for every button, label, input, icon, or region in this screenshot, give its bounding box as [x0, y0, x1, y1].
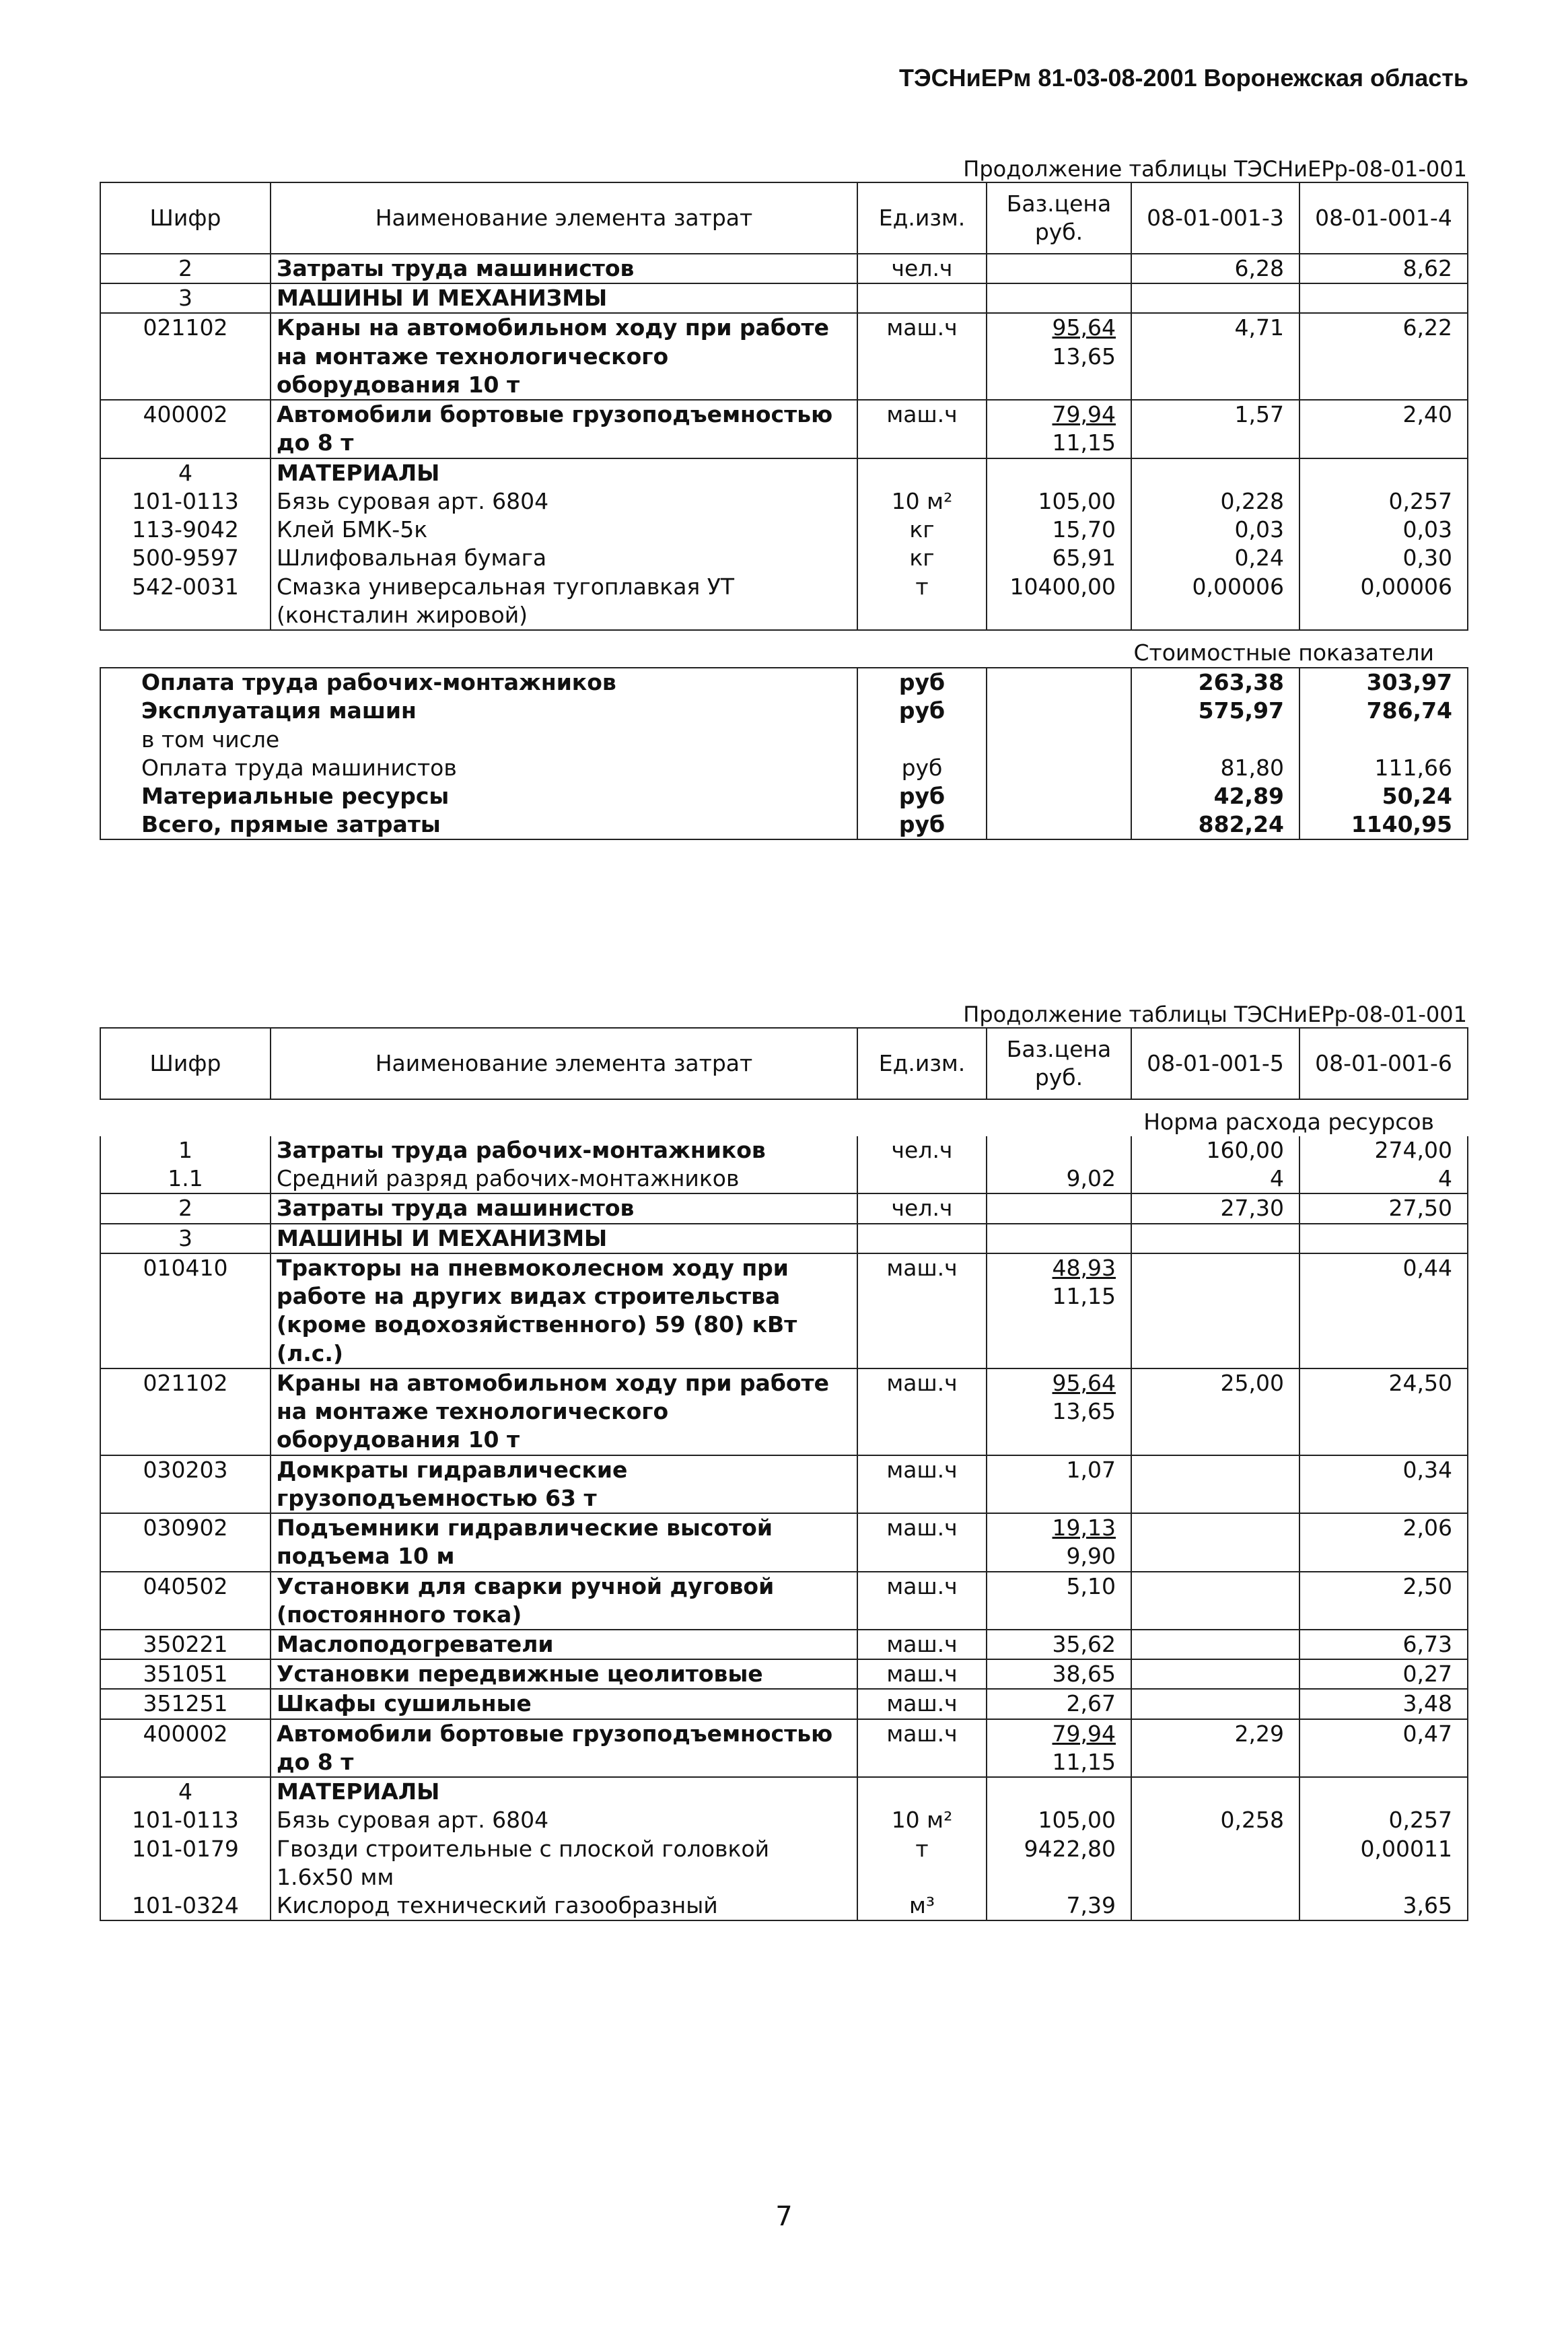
cost-empty — [987, 810, 1131, 839]
row-value-b: 2,50 — [1299, 1572, 1468, 1630]
row-value-b — [1299, 458, 1468, 487]
column-header-a: 08-01-001-3 — [1131, 182, 1299, 254]
row-code: 400002 — [100, 1719, 271, 1777]
row-unit — [857, 1777, 987, 1806]
row-base-price — [987, 1572, 1131, 1630]
row-base-price — [987, 544, 1131, 572]
cost-empty — [987, 782, 1131, 810]
base-price-total: 95,64 — [1052, 1369, 1116, 1396]
table1-caption: Продолжение таблицы ТЭСНиЕРр-08-01-001 — [963, 156, 1467, 182]
row-value-a: 0,228 — [1131, 487, 1299, 516]
base-price-total: 65,91 — [1052, 545, 1116, 571]
row-value-a — [1131, 1689, 1299, 1719]
row-value-a: 1,57 — [1131, 400, 1299, 458]
table-row — [100, 1835, 1468, 1892]
row-value-a: 160,00 — [1131, 1136, 1299, 1165]
section-band-costs: Стоимостные показатели — [100, 630, 1468, 668]
row-value-b — [1299, 1777, 1468, 1806]
base-price-total: 79,94 — [1052, 401, 1116, 428]
cost-empty — [987, 726, 1131, 754]
row-code: 1.1 — [100, 1165, 271, 1193]
row-name: МАТЕРИАЛЫ — [271, 1777, 857, 1806]
row-value-b: 2,06 — [1299, 1513, 1468, 1571]
row-value-b: 0,257 — [1299, 487, 1468, 516]
row-name: Шлифовальная бумага — [271, 544, 857, 572]
table-row — [100, 458, 1468, 487]
cost-value-b: 303,97 — [1299, 668, 1468, 697]
column-header-code: Шифр — [100, 1028, 271, 1099]
row-value-a: 25,00 — [1131, 1368, 1299, 1455]
row-value-a — [1131, 1253, 1299, 1368]
base-price-total: 95,64 — [1052, 314, 1116, 341]
row-value-a — [1131, 458, 1299, 487]
row-value-b: 0,00011 — [1299, 1835, 1468, 1892]
column-header-unit: Ед.изм. — [857, 1028, 987, 1099]
table2-caption: Продолжение таблицы ТЭСНиЕРр-08-01-001 — [963, 1002, 1467, 1027]
row-base-price — [987, 1719, 1131, 1777]
cost-value-a: 81,80 — [1131, 754, 1299, 782]
row-code: 500-9597 — [100, 544, 271, 572]
cost-row — [100, 697, 1468, 725]
table-row — [100, 1689, 1468, 1719]
row-code: 2 — [100, 1193, 271, 1223]
column-header-code: Шифр — [100, 182, 271, 254]
row-name: Шкафы сушильные — [271, 1689, 857, 1719]
row-code: 101-0179 — [100, 1835, 271, 1892]
row-unit: чел.ч — [857, 1136, 987, 1165]
base-price-wages: 11,15 — [1052, 1748, 1116, 1775]
table-row — [100, 1253, 1468, 1368]
row-name: Автомобили бортовые грузоподъемностью до 8 т — [271, 1719, 857, 1777]
table-header-row — [100, 182, 1468, 254]
base-price-total: 79,94 — [1052, 1720, 1116, 1747]
cost-label: Эксплуатация машин — [100, 697, 857, 725]
base-price-wages: 11,15 — [1052, 429, 1116, 456]
table-row — [100, 1572, 1468, 1630]
row-base-price — [987, 400, 1131, 458]
row-name: Кислород технический газообразный — [271, 1892, 857, 1920]
row-code: 351051 — [100, 1659, 271, 1689]
table-row — [100, 487, 1468, 516]
row-name: Средний разряд рабочих-монтажников — [271, 1165, 857, 1193]
row-code: 113-9042 — [100, 516, 271, 544]
row-value-a: 2,29 — [1131, 1719, 1299, 1777]
table-row — [100, 544, 1468, 572]
column-header-name: Наименование элемента затрат — [271, 1028, 857, 1099]
row-value-b: 0,30 — [1299, 544, 1468, 572]
cost-value-b: 111,66 — [1299, 754, 1468, 782]
row-base-price — [987, 283, 1131, 313]
row-base-price — [987, 1659, 1131, 1689]
row-unit: чел.ч — [857, 1193, 987, 1223]
base-price-total: 15,70 — [1052, 516, 1116, 543]
row-base-price — [987, 1806, 1131, 1834]
section-band-norms: Норма расхода ресурсов — [100, 1099, 1468, 1136]
row-base-price — [987, 1368, 1131, 1455]
row-unit: маш.ч — [857, 1719, 987, 1777]
base-price-total: 35,62 — [1052, 1630, 1116, 1657]
row-value-b: 6,22 — [1299, 313, 1468, 400]
row-base-price — [987, 1630, 1131, 1659]
row-value-b — [1299, 283, 1468, 313]
cost-label: Оплата труда рабочих-монтажников — [100, 668, 857, 697]
base-price-wages: 13,65 — [1052, 343, 1116, 370]
section-band-row — [100, 1099, 1468, 1136]
table-row — [100, 1455, 1468, 1513]
cost-empty — [987, 754, 1131, 782]
row-base-price — [987, 1193, 1131, 1223]
base-price-total: 9,02 — [1066, 1165, 1116, 1192]
row-value-a — [1131, 1630, 1299, 1659]
row-code: 010410 — [100, 1253, 271, 1368]
row-base-price — [987, 573, 1131, 630]
row-name: Затраты труда машинистов — [271, 254, 857, 283]
row-value-b: 0,47 — [1299, 1719, 1468, 1777]
table-row — [100, 1719, 1468, 1777]
row-value-b: 3,48 — [1299, 1689, 1468, 1719]
row-unit: маш.ч — [857, 1455, 987, 1513]
base-price-wages: 11,15 — [1052, 1283, 1116, 1310]
base-price-total: 48,93 — [1052, 1254, 1116, 1281]
table-row — [100, 1224, 1468, 1253]
table-row — [100, 1193, 1468, 1223]
table-row — [100, 516, 1468, 544]
row-value-a — [1131, 1224, 1299, 1253]
row-name: Краны на автомобильном ходу при работе на монтаже технологического оборудования 10 т — [271, 1368, 857, 1455]
cost-label: Оплата труда машинистов — [100, 754, 857, 782]
cost-unit: руб — [857, 782, 987, 810]
row-base-price — [987, 1777, 1131, 1806]
cost-empty — [987, 668, 1131, 697]
row-unit — [857, 458, 987, 487]
cost-row — [100, 668, 1468, 697]
base-price-total: 10400,00 — [1009, 573, 1116, 600]
row-name: МАШИНЫ И МЕХАНИЗМЫ — [271, 283, 857, 313]
row-name: Установки для сварки ручной дуговой (постоянного тока) — [271, 1572, 857, 1630]
cost-value-a: 42,89 — [1131, 782, 1299, 810]
row-code: 3 — [100, 283, 271, 313]
row-base-price — [987, 1513, 1131, 1571]
row-unit: 10 м² — [857, 1806, 987, 1834]
cost-row — [100, 782, 1468, 810]
column-header-a: 08-01-001-5 — [1131, 1028, 1299, 1099]
table-row — [100, 1892, 1468, 1920]
row-value-b: 8,62 — [1299, 254, 1468, 283]
row-name: Маслоподогреватели — [271, 1630, 857, 1659]
row-value-b: 27,50 — [1299, 1193, 1468, 1223]
row-value-a: 27,30 — [1131, 1193, 1299, 1223]
row-code: 3 — [100, 1224, 271, 1253]
page-number: 7 — [775, 2201, 793, 2232]
cost-unit: руб — [857, 668, 987, 697]
cost-empty — [987, 697, 1131, 725]
row-value-b: 0,03 — [1299, 516, 1468, 544]
row-value-a — [1131, 1835, 1299, 1892]
column-header-b: 08-01-001-6 — [1299, 1028, 1468, 1099]
resource-table-1 — [100, 182, 1468, 840]
row-code: 021102 — [100, 1368, 271, 1455]
row-base-price — [987, 1224, 1131, 1253]
row-value-a — [1131, 1777, 1299, 1806]
row-unit: кг — [857, 516, 987, 544]
cost-value-a: 882,24 — [1131, 810, 1299, 839]
row-unit — [857, 283, 987, 313]
cost-unit: руб — [857, 754, 987, 782]
row-value-a: 0,258 — [1131, 1806, 1299, 1834]
row-value-a — [1131, 1892, 1299, 1920]
base-price-total: 38,65 — [1052, 1661, 1116, 1688]
row-name: Тракторы на пневмоколесном ходу при работе на других видах строительства (кроме водохозяйственного) 59 (80) кВт (л.с.) — [271, 1253, 857, 1368]
row-unit: маш.ч — [857, 400, 987, 458]
row-name: Домкраты гидравлические грузоподъемностью 63 т — [271, 1455, 857, 1513]
row-name: МАШИНЫ И МЕХАНИЗМЫ — [271, 1224, 857, 1253]
row-code: 542-0031 — [100, 573, 271, 630]
resource-table-2 — [100, 1027, 1468, 1921]
row-code: 101-0113 — [100, 487, 271, 516]
row-base-price — [987, 1455, 1131, 1513]
base-price-wages: 13,65 — [1052, 1398, 1116, 1425]
table-row — [100, 1630, 1468, 1659]
cost-value-b: 1140,95 — [1299, 810, 1468, 839]
table-row — [100, 1513, 1468, 1571]
row-unit: т — [857, 573, 987, 630]
row-value-b: 0,44 — [1299, 1253, 1468, 1368]
cost-label: Материальные ресурсы — [100, 782, 857, 810]
table-row — [100, 1368, 1468, 1455]
row-value-a: 0,24 — [1131, 544, 1299, 572]
row-unit: маш.ч — [857, 1253, 987, 1368]
cost-unit: руб — [857, 810, 987, 839]
row-base-price — [987, 487, 1131, 516]
cost-value-b: 50,24 — [1299, 782, 1468, 810]
row-name: Затраты труда рабочих-монтажников — [271, 1136, 857, 1165]
row-name: Бязь суровая арт. 6804 — [271, 1806, 857, 1834]
table-row — [100, 1806, 1468, 1834]
row-unit: маш.ч — [857, 1513, 987, 1571]
row-code: 040502 — [100, 1572, 271, 1630]
column-header-unit: Ед.изм. — [857, 182, 987, 254]
table-row — [100, 1165, 1468, 1193]
row-code: 1 — [100, 1136, 271, 1165]
row-unit: маш.ч — [857, 1630, 987, 1659]
row-name: Установки передвижные цеолитовые — [271, 1659, 857, 1689]
row-value-b: 0,27 — [1299, 1659, 1468, 1689]
row-name: Краны на автомобильном ходу при работе на монтаже технологического оборудования 10 т — [271, 313, 857, 400]
column-header-price: Баз.цена руб. — [987, 1028, 1131, 1099]
row-unit: маш.ч — [857, 1572, 987, 1630]
cost-value-b: 786,74 — [1299, 697, 1468, 725]
row-base-price — [987, 458, 1131, 487]
row-value-b: 0,257 — [1299, 1806, 1468, 1834]
base-price-total: 105,00 — [1038, 1807, 1116, 1834]
table-row — [100, 1659, 1468, 1689]
row-name: Бязь суровая арт. 6804 — [271, 487, 857, 516]
row-code: 351251 — [100, 1689, 271, 1719]
row-value-b: 2,40 — [1299, 400, 1468, 458]
table-row — [100, 573, 1468, 630]
cost-label: Всего, прямые затраты — [100, 810, 857, 839]
row-base-price — [987, 516, 1131, 544]
base-price-wages: 9,90 — [1066, 1543, 1116, 1570]
row-base-price — [987, 1689, 1131, 1719]
row-value-a — [1131, 1455, 1299, 1513]
row-base-price — [987, 1892, 1131, 1920]
cost-row — [100, 754, 1468, 782]
row-base-price — [987, 1253, 1131, 1368]
base-price-total: 1,07 — [1066, 1456, 1116, 1483]
row-code: 101-0324 — [100, 1892, 271, 1920]
row-code: 030203 — [100, 1455, 271, 1513]
row-code: 400002 — [100, 400, 271, 458]
row-unit: маш.ч — [857, 313, 987, 400]
row-value-a: 4 — [1131, 1165, 1299, 1193]
cost-unit: руб — [857, 697, 987, 725]
row-name: МАТЕРИАЛЫ — [271, 458, 857, 487]
table-row — [100, 313, 1468, 400]
table-row — [100, 254, 1468, 283]
row-base-price — [987, 1136, 1131, 1165]
base-price-total: 2,67 — [1066, 1690, 1116, 1717]
row-unit — [857, 1224, 987, 1253]
row-name: Затраты труда машинистов — [271, 1193, 857, 1223]
section-band-row — [100, 630, 1468, 668]
row-code: 4 — [100, 458, 271, 487]
cost-unit — [857, 726, 987, 754]
row-value-a — [1131, 1572, 1299, 1630]
row-value-a: 4,71 — [1131, 313, 1299, 400]
row-value-b: 0,00006 — [1299, 573, 1468, 630]
column-header-price: Баз.цена руб. — [987, 182, 1131, 254]
row-name: Смазка универсальная тугоплавкая УТ (консталин жировой) — [271, 573, 857, 630]
table-row — [100, 400, 1468, 458]
row-value-a — [1131, 283, 1299, 313]
row-value-b: 274,00 — [1299, 1136, 1468, 1165]
row-value-b: 24,50 — [1299, 1368, 1468, 1455]
table-header-row — [100, 1028, 1468, 1099]
row-value-a: 0,00006 — [1131, 573, 1299, 630]
row-value-b: 0,34 — [1299, 1455, 1468, 1513]
base-price-total: 7,39 — [1066, 1892, 1116, 1919]
base-price-total: 19,13 — [1052, 1515, 1116, 1541]
row-name: Гвозди строительные с плоской головкой 1.6х50 мм — [271, 1835, 857, 1892]
row-code: 021102 — [100, 313, 271, 400]
cost-value-a — [1131, 726, 1299, 754]
row-unit: кг — [857, 544, 987, 572]
row-unit: чел.ч — [857, 254, 987, 283]
row-code: 2 — [100, 254, 271, 283]
base-price-total: 105,00 — [1038, 487, 1116, 514]
row-code: 4 — [100, 1777, 271, 1806]
row-base-price — [987, 1835, 1131, 1892]
row-base-price — [987, 1165, 1131, 1193]
page-header: ТЭСНиЕРм 81-03-08-2001 Воронежская область — [899, 64, 1468, 92]
row-base-price — [987, 254, 1131, 283]
column-header-name: Наименование элемента затрат — [271, 182, 857, 254]
row-unit: 10 м² — [857, 487, 987, 516]
base-price-total: 5,10 — [1066, 1572, 1116, 1599]
row-name: Подъемники гидравлические высотой подъема 10 м — [271, 1513, 857, 1571]
cost-value-a: 575,97 — [1131, 697, 1299, 725]
column-header-b: 08-01-001-4 — [1299, 182, 1468, 254]
row-value-a — [1131, 1659, 1299, 1689]
row-value-a: 6,28 — [1131, 254, 1299, 283]
row-value-b: 3,65 — [1299, 1892, 1468, 1920]
row-unit — [857, 1165, 987, 1193]
row-base-price — [987, 313, 1131, 400]
row-value-a — [1131, 1513, 1299, 1571]
row-value-b: 4 — [1299, 1165, 1468, 1193]
row-code: 101-0113 — [100, 1806, 271, 1834]
row-unit: маш.ч — [857, 1659, 987, 1689]
row-unit: маш.ч — [857, 1689, 987, 1719]
row-value-a: 0,03 — [1131, 516, 1299, 544]
cost-row — [100, 810, 1468, 839]
row-unit: т — [857, 1835, 987, 1892]
row-name: Автомобили бортовые грузоподъемностью до 8 т — [271, 400, 857, 458]
cost-row — [100, 726, 1468, 754]
table-row — [100, 1136, 1468, 1165]
base-price-total: 9422,80 — [1024, 1835, 1116, 1862]
row-unit: м³ — [857, 1892, 987, 1920]
table-row — [100, 1777, 1468, 1806]
cost-label: в том числе — [100, 726, 857, 754]
row-code: 030902 — [100, 1513, 271, 1571]
row-value-b: 6,73 — [1299, 1630, 1468, 1659]
cost-value-b — [1299, 726, 1468, 754]
row-code: 350221 — [100, 1630, 271, 1659]
cost-value-a: 263,38 — [1131, 668, 1299, 697]
row-unit: маш.ч — [857, 1368, 987, 1455]
row-value-b — [1299, 1224, 1468, 1253]
row-name: Клей БМК-5к — [271, 516, 857, 544]
table-row — [100, 283, 1468, 313]
